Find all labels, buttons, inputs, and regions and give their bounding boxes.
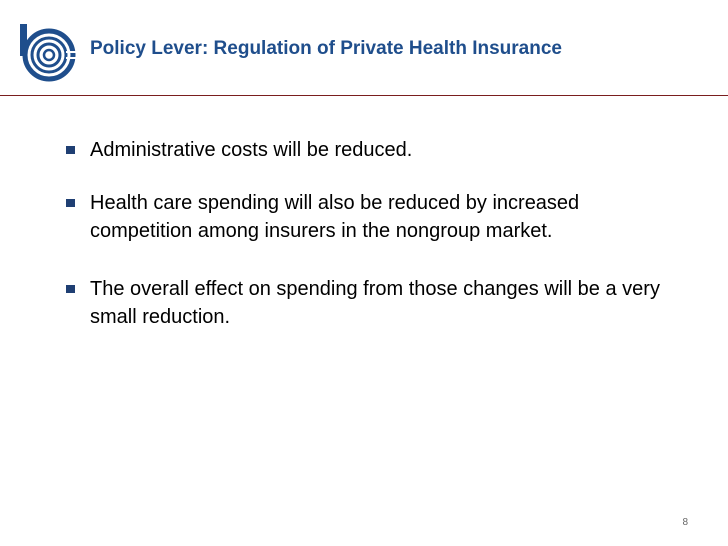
bullet-text: The overall effect on spending from those changes will be a very small reduction. bbox=[90, 278, 660, 328]
bullet-item bbox=[64, 189, 664, 245]
bullet-item bbox=[64, 136, 664, 164]
bullet-text: Administrative costs will be reduced. bbox=[90, 139, 413, 161]
bullet-item bbox=[64, 275, 664, 331]
square-bullet-icon bbox=[66, 199, 75, 207]
slide-title: Policy Lever: Regulation of Private Health Insurance bbox=[90, 38, 562, 59]
square-bullet-icon bbox=[66, 285, 75, 293]
title-divider bbox=[0, 95, 728, 96]
bullet-list bbox=[64, 136, 664, 357]
page-number: 8 bbox=[682, 517, 688, 528]
bullet-text: Health care spending will also be reduced by increased competition among insurers in the nongroup market. bbox=[90, 192, 580, 242]
square-bullet-icon bbox=[66, 146, 75, 154]
cbo-logo-icon bbox=[18, 24, 76, 82]
